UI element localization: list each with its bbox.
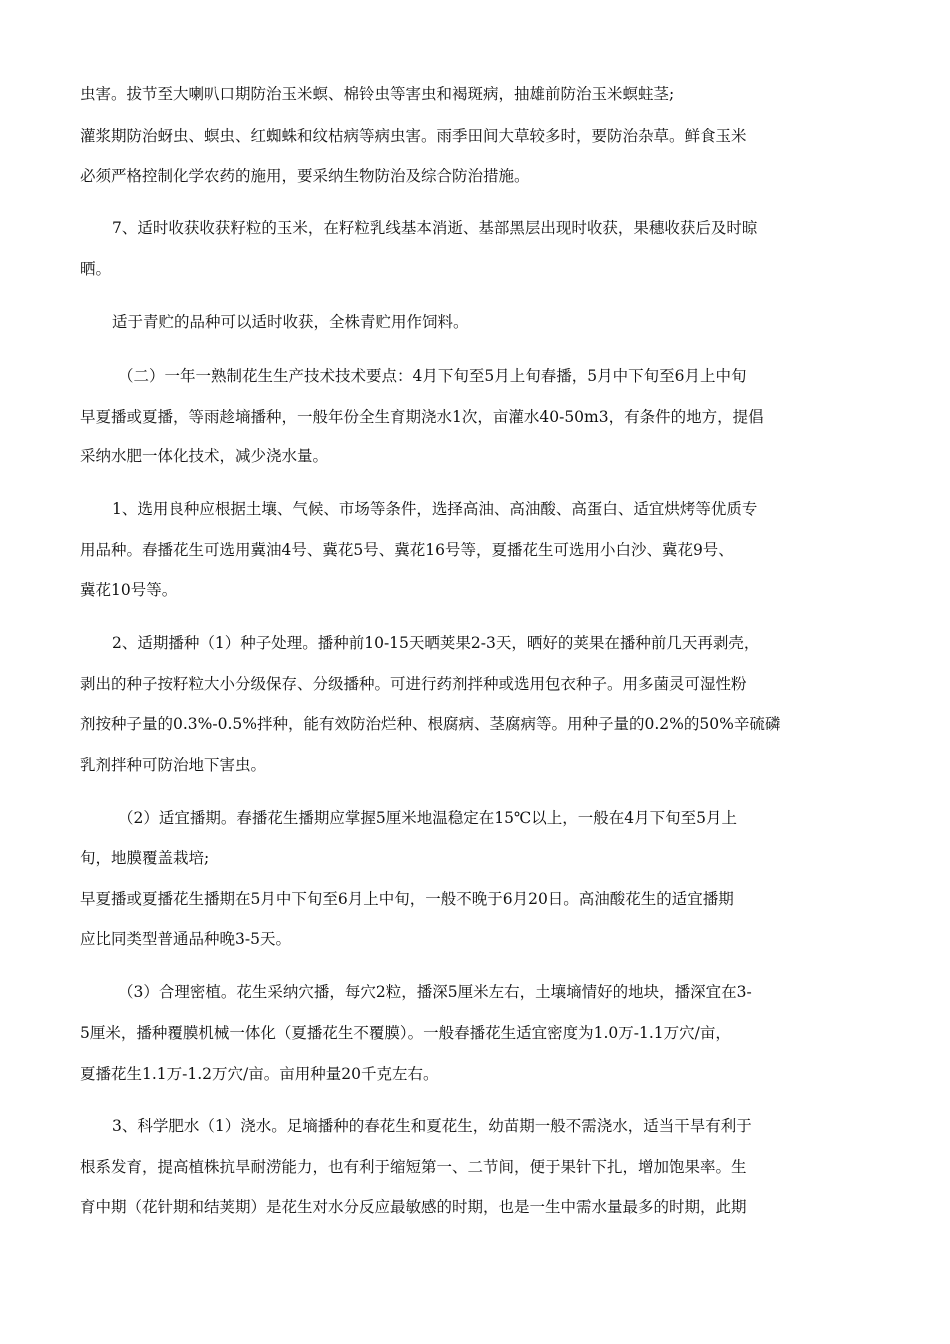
text-line: 早夏播或夏播，等雨趁墒播种，一般年份全生育期浇水1次，亩灌水40-50m3，有条件的地方，提倡 (80, 408, 764, 426)
text-line: 剂按种子量的0.3%-0.5%拌种，能有效防治烂种、根腐病、茎腐病等。用种子量的0.2%的50%辛硫磷 (80, 715, 781, 733)
text-line: 采纳水肥一体化技术，减少浇水量。 (80, 447, 329, 465)
text-line: 5厘米，播种覆膜机械一体化（夏播花生不覆膜）。一般春播花生适宜密度为1.0万-1.1万穴/亩， (80, 1024, 731, 1042)
text-line: 7、适时收获收获籽粒的玉米，在籽粒乳线基本消逝、基部黑层出现时收获，果穗收获后及时晾 (112, 219, 758, 237)
text-line: 适于青贮的品种可以适时收获，全株青贮用作饲料。 (112, 313, 469, 331)
text-line: （二）一年一熟制花生生产技术技术要点：4月下旬至5月上旬春播，5月中下旬至6月上中旬 (118, 367, 747, 385)
text-line: 旬，地膜覆盖栽培; (80, 849, 210, 867)
text-line: 剥出的种子按籽粒大小分级保存、分级播种。可进行药剂拌种或选用包衣种子。用多菌灵可湿性粉 (80, 675, 747, 693)
text-line: 虫害。拔节至大喇叭口期防治玉米螟、棉铃虫等害虫和褐斑病，抽雄前防治玉米螟蛀茎; (80, 85, 675, 103)
text-line: 夏播花生1.1万-1.2万穴/亩。亩用种量20千克左右。 (80, 1065, 439, 1083)
text-line: 根系发育，提高植株抗旱耐涝能力，也有利于缩短第一、二节间，便于果针下扎，增加饱果率。生 (80, 1158, 747, 1176)
text-line: 冀花10号等。 (80, 581, 178, 599)
text-line: 3、科学肥水（1）浇水。足墒播种的春花生和夏花生，幼苗期一般不需浇水，适当干旱有利于 (112, 1117, 752, 1135)
text-line: 应比同类型普通品种晚3-5天。 (80, 930, 291, 948)
text-line: 1、选用良种应根据土壤、气候、市场等条件，选择高油、高油酸、高蛋白、适宜烘烤等优质专 (112, 500, 758, 518)
text-line: 育中期（花针期和结荚期）是花生对水分反应最敏感的时期，也是一生中需水量最多的时期，此期 (80, 1198, 747, 1216)
text-line: 晒。 (80, 260, 112, 278)
text-line: （3）合理密植。花生采纳穴播，每穴2粒，播深5厘米左右，土壤墒情好的地块，播深宜在3- (118, 983, 752, 1001)
text-line: 用品种。春播花生可选用冀油4号、冀花5号、冀花16号等，夏播花生可选用小白沙、冀花9号、 (80, 541, 734, 559)
text-line: 灌浆期防治蚜虫、螟虫、红蜘蛛和纹枯病等病虫害。雨季田间大草较多时，要防治杂草。鲜食玉米 (80, 127, 747, 145)
text-line: 早夏播或夏播花生播期在5月中下旬至6月上中旬，一般不晚于6月20日。高油酸花生的适宜播期 (80, 890, 734, 908)
text-line: 必须严格控制化学农药的施用，要采纳生物防治及综合防治措施。 (80, 167, 530, 185)
text-line: 2、适期播种（1）种子处理。播种前10-15天晒荚果2-3天，晒好的荚果在播种前几天再剥壳， (112, 634, 760, 652)
text-line: （2）适宜播期。春播花生播期应掌握5厘米地温稳定在15℃以上，一般在4月下旬至5月上 (118, 809, 738, 827)
text-line: 乳剂拌种可防治地下害虫。 (80, 756, 267, 774)
